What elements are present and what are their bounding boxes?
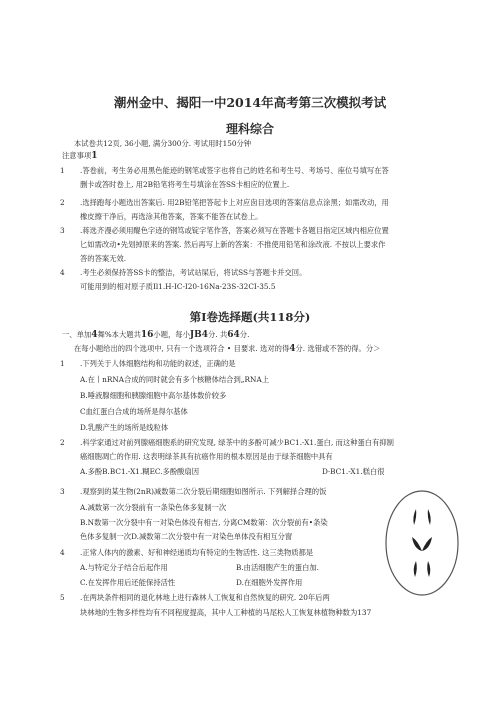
- chromosome-figure: [382, 487, 462, 599]
- section-instruction: 在每小题给出的四个选项中, 只有一个选项符合 • 目要求. 选对的得4分. 选错或不答的得。分＞: [74, 344, 381, 354]
- note-text: 删卡或答时卷上, 用2B铅笔将考生号填涂在答SS卡相应的位置上.: [80, 180, 290, 189]
- note-number: 4: [60, 268, 65, 277]
- note-number: 3: [60, 226, 65, 235]
- note-text: .选择跑每小题选出答案后. 用2B铅笔把答起卡上对应囱目选项的答案信息点涂黑；如需改动，用: [80, 198, 389, 207]
- question-option: 色体多复制一次D.减数第二次分裂中有一对染色单体没有相互分窗: [80, 532, 293, 541]
- question-option: D.乳酸产生的场所是线粒体: [80, 423, 169, 432]
- question-option: B.由活细胞产生的蛋白加.: [236, 563, 319, 572]
- question-stem: .正常人体内的激素、好和神经递质均有特定的生物活性. 这三类物质都是: [80, 548, 314, 557]
- exam-subtitle: 理科综合: [225, 122, 274, 136]
- note-number: 1: [60, 166, 65, 175]
- question-stem: .在两块条件相同的退化林地上进行森林人工恢复和自然恢复的研究. 20年后两: [80, 593, 330, 602]
- question-option: A.多酚B.BC1.-X1.糊EC.多酚酸扇因: [80, 467, 200, 476]
- note-text: 匕如需改动•先划掉原来的答案. 然后再写上新的答案：不推使用铅笔和涂改液. 不按以上要求作: [80, 240, 386, 249]
- note-text: .考生必须保持答SS卡的整洁，考试站屎后，将试SS与答题卡并交回。: [80, 268, 307, 277]
- note-text: 可能用到的相对原子质Il1.H-IC-I20-16Na-23S-32CI-35.5: [80, 282, 276, 291]
- exam-info: 本试卷共12页, 36小题, 满分300分. 考试用时150分钟: [74, 139, 252, 148]
- question-stem: 癌细胞凋亡的作用. 这表明绿茶具有抗癌作用的根本原因是由于绿茶细胞中具有: [80, 452, 333, 461]
- note-text: 橡皮擦干净后，再选涂其他答案，答案不能答在试卷上。: [80, 212, 263, 221]
- question-option: B.N数第一次分裂中有一对染色体没有相吉, 分离CM数第：次分裂前有•条染: [80, 518, 328, 527]
- question-number: 3: [60, 487, 65, 496]
- note-number: 2: [60, 198, 65, 207]
- question-number: 2: [60, 438, 65, 447]
- question-option: D.在细胞外发挥作用: [236, 578, 303, 587]
- section-title: 第I卷选择题(共118分): [189, 310, 311, 324]
- question-number: 4: [60, 548, 65, 557]
- question-option: C血红蛋白合成的场所是得尔基体: [80, 407, 188, 416]
- question-stem: .观察到的某生物(2nR)减数第二次分裂后期细胞如图所示. 下列解择合理的饭: [80, 487, 327, 496]
- question-option: C.在发挥作用后还能保持活性: [80, 578, 176, 587]
- question-option: A.与特定分子结合后起作用: [80, 563, 168, 572]
- question-number: 1: [60, 359, 65, 368]
- question-number: 5: [60, 593, 65, 602]
- note-text: 答的答案无效.: [80, 254, 127, 263]
- question-option: B.唾液腺细胞和胰腺细胞中高尔基体数价较多: [80, 391, 227, 400]
- question-option: A.减数第一次分裂前有一条染色体多复制一次: [80, 503, 227, 512]
- notes-heading: 注意事项1: [62, 151, 98, 161]
- section-instruction: 一、单加4舞%本大题共16小题，每小JB4分. 共64分.: [62, 330, 250, 340]
- question-option: A.在丨nRNA合成的同时就会有多个核糖体结合到„RNA上: [80, 375, 270, 384]
- question-stem: .科学家通过对前列腺癌细胞系的研究发现, 绿茶中的多酚可减少BC1.-X1.蛋白, 而这种蛋白有抑制: [80, 438, 394, 447]
- note-text: .答卷前，考生务必用黑色能迹的钢笔或签字也将自己的姓名和考生号、考场号、座位号填写在答: [80, 166, 389, 175]
- exam-title: 潮州金中、揭阳一中2014年高考第三次模拟考试: [113, 95, 387, 110]
- question-option: D·BC1.-X1.糕白很: [322, 467, 385, 476]
- note-text: .蒋选齐漫必须用醍色字迹的钢笃或锭字笔作答，答案必须写在答题卡各题目指定区域内相应位置: [80, 226, 389, 235]
- question-stem: 块林地的生物多样性均有不同程度提高，其中人工种植的马尾松人工恢复林植物种数为137: [80, 608, 372, 617]
- question-stem: .下列关于人体细胞结构和功能的叙述，正确的是: [80, 359, 236, 368]
